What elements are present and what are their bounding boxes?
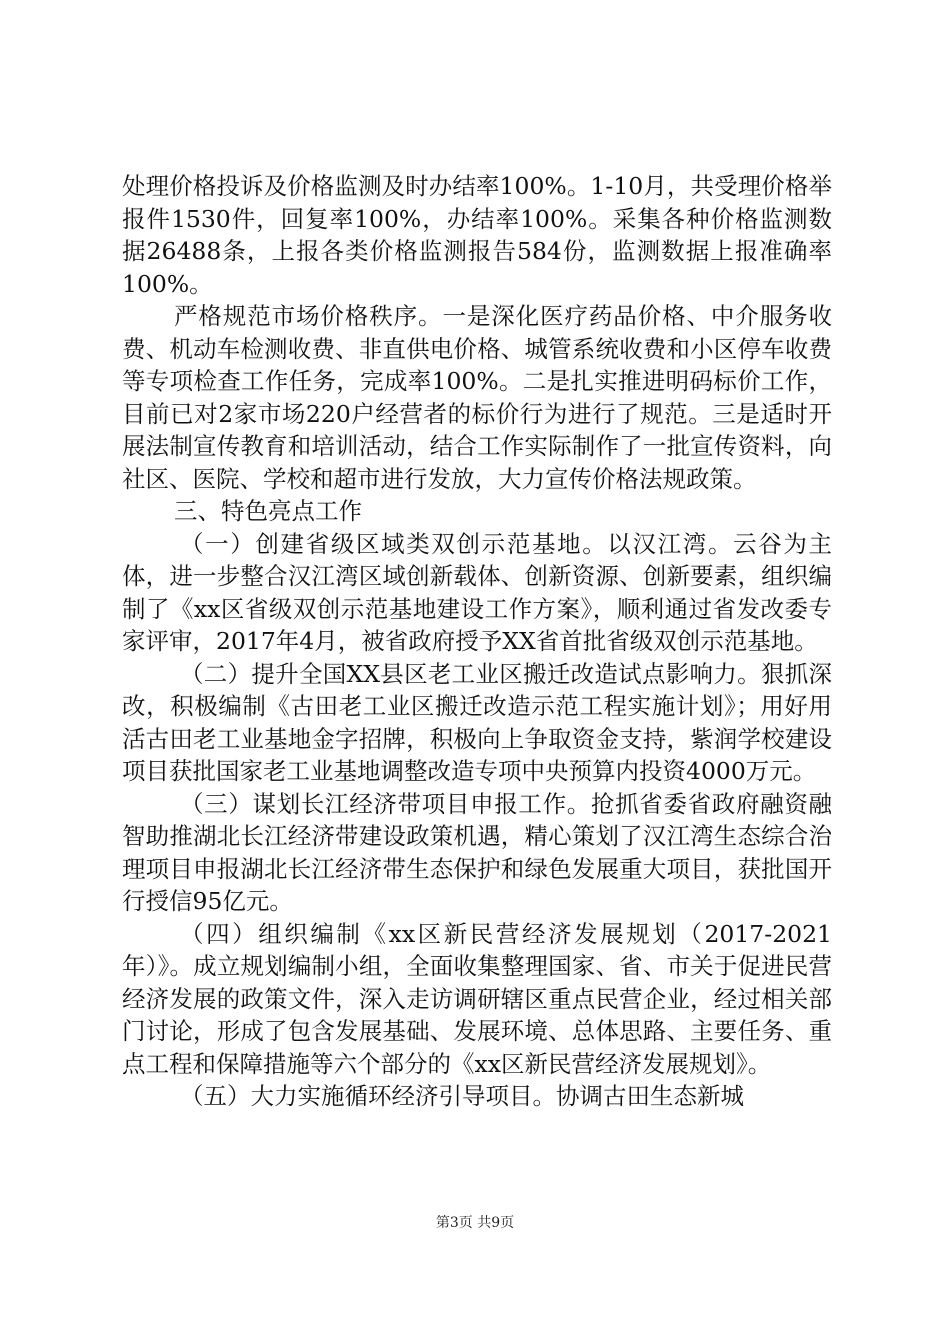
paragraph-item-5: （五）大力实施循环经济引导项目。协调古田生态新城 <box>180 1082 744 1110</box>
paragraph-item-3: （三）谋划长江经济带项目申报工作。抢抓省委省政府融资融智助推湖北长江经济带建设政策机遇，精心策划了汉江湾生态综合治理项目申报湖北长江经济带生态保护和绿色发展重大项目，获批国开行授信95亿元。 <box>122 789 832 915</box>
document-body <box>122 170 832 1113</box>
paragraph-item-1: （一）创建省级区域类双创示范基地。以汉江湾。云谷为主体，进一步整合汉江湾区域创新载体、创新资源、创新要素，组织编制了《xx区省级双创示范基地建设工作方案》，顺利通过省发改委专家评审，2017年4月，被省政府授予XX省首批省级双创示范基地。 <box>122 529 832 655</box>
section-heading-highlights: 三、特色亮点工作 <box>174 497 362 525</box>
paragraph-item-2: （二）提升全国XX县区老工业区搬迁改造试点影响力。狠抓深改，积极编制《古田老工业区搬迁改造示范工程实施计划》；用好用活古田老工业基地金字招牌，积极向上争取资金支持，紫润学校建设项目获批国家老工业基地调整改造专项中央预算内投资4000万元。 <box>122 659 832 785</box>
paragraph-item-4: （四）组织编制《xx区新民营经济发展规划（2017-2021年）》。成立规划编制小组，全面收集整理国家、省、市关于促进民营经济发展的政策文件，深入走访调研辖区重点民营企业，经过相关部门讨论，形成了包含发展基础、发展环境、总体思路、主要任务、重点工程和保障措施等六个部分的《xx区新民营经济发展规划》。 <box>122 919 832 1078</box>
paragraph-price-complaints: 处理价格投诉及价格监测及时办结率100%。1-10月，共受理价格举报件1530件，回复率100%，办结率100%。采集各种价格监测数据26488条，上报各类价格监测报告584份，监测数据上报准确率100%。 <box>122 172 832 298</box>
page-number-footer: 第3页 共9页 <box>435 1215 515 1231</box>
paragraph-market-order: 严格规范市场价格秩序。一是深化医疗药品价格、中介服务收费、机动车检测收费、非直供电价格、城管系统收费和小区停车收费等专项检查工作任务，完成率100%。二是扎实推进明码标价工作，目前已对2家市场220户经营者的标价行为进行了规范。三是适时开展法制宣传教育和培训活动，结合工作实际制作了一批宣传资料，向社区、医院、学校和超市进行发放，大力宣传价格法规政策。 <box>122 302 832 493</box>
